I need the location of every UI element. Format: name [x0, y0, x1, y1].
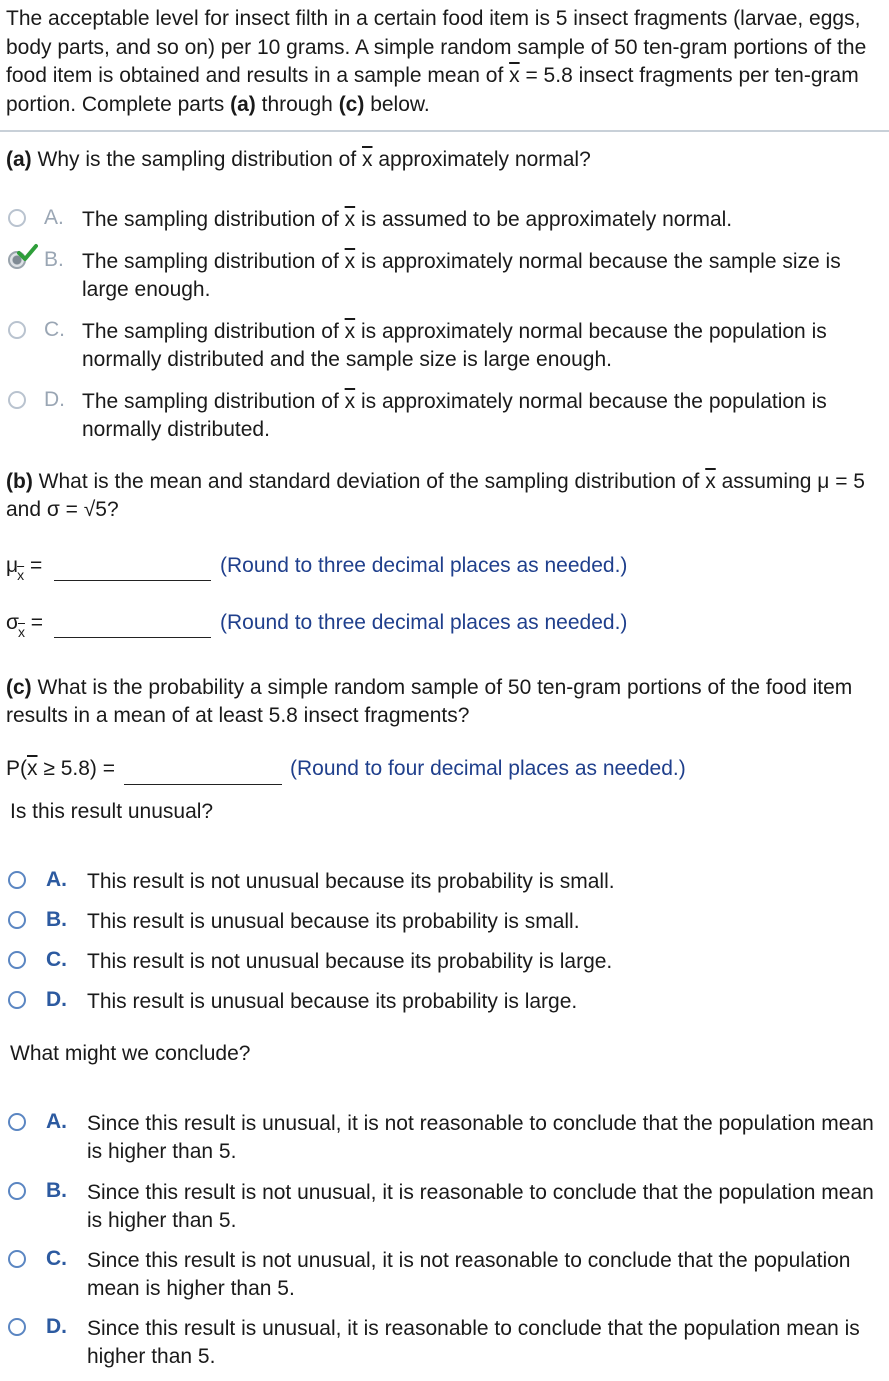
option-text: The sampling distribution of $\overline{x}$ is assumed to be approximately normal.: [82, 208, 733, 231]
radio-icon[interactable]: [8, 911, 26, 929]
mu-xbar-label: $\mu_{\overline{x}}$ =: [6, 554, 43, 583]
part-c-label: (c): [6, 676, 32, 699]
radio-icon[interactable]: [8, 1250, 26, 1268]
mu-symbol: μ: [6, 554, 19, 577]
radio-icon[interactable]: [8, 991, 26, 1009]
option-letter: C.: [46, 948, 67, 971]
radio-icon[interactable]: [8, 1318, 26, 1336]
part-b-question: [6, 468, 882, 524]
option-letter: A.: [46, 1110, 67, 1133]
option-text: Since this result is unusual, it is reasonable to conclude that the population mean is higher than 5.: [87, 1317, 860, 1368]
option-letter: B.: [46, 1179, 67, 1202]
sigma-xbar-answer-field[interactable]: [54, 637, 211, 638]
part-b-label: (b): [6, 470, 33, 493]
option-letter: A.: [46, 868, 67, 891]
option-text: This result is not unusual because its probability is large.: [87, 950, 613, 973]
option-text: This result is unusual because its probability is small.: [87, 910, 580, 933]
radio-icon[interactable]: [8, 209, 26, 227]
section-divider: [0, 130, 889, 132]
conclude-question: What might we conclude?: [10, 1042, 251, 1065]
option-letter: C.: [46, 1247, 67, 1270]
unusual-question: Is this result unusual?: [10, 800, 214, 823]
probability-answer-field[interactable]: [124, 784, 282, 785]
part-c-question-text: What is the probability a simple random sample of 50 ten-gram portions of the food item results in a mean of at least 5.8 insect fragments?: [6, 676, 853, 727]
option-letter: C.: [44, 318, 65, 341]
radio-icon[interactable]: [8, 1182, 26, 1200]
mu-round-hint: (Round to three decimal places as needed.): [220, 554, 628, 577]
option-text: Since this result is not unusual, it is not reasonable to conclude that the population mean is higher than 5.: [87, 1249, 851, 1300]
probability-label: $P(\overline{x} \ge 5.8)$ =: [6, 757, 115, 780]
sigma-xbar-label: $\sigma_{\overline{x}}$ =: [6, 611, 44, 640]
part-a-question-text: Why is the sampling distribution of $\overline{x}$ approximately normal?: [37, 148, 591, 171]
option-letter: A.: [44, 206, 64, 229]
option-text: Since this result is unusual, it is not reasonable to conclude that the population mean is higher than 5.: [87, 1112, 874, 1163]
problem-statement: The acceptable level for insect filth in a certain food item is 5 insect fragments (larvae, eggs, body parts, and so on) per 10 grams. A simple random sample of 50 ten-gram portions of the food item is obtained and results in a sample mean of $\overline{x} = 5.8$ insect fragments per ten-gram portion. Complete parts (a) through (c) below.: [6, 7, 867, 116]
radio-icon[interactable]: [8, 391, 26, 409]
part-b-question-text: What is the mean and standard deviation of the sampling distribution of $\overline{x}$ assuming μ = 5 and σ = √5?: [6, 470, 865, 521]
option-letter: B.: [46, 908, 67, 931]
option-letter: D.: [46, 988, 67, 1011]
mu-xbar-answer-field[interactable]: [54, 580, 211, 581]
part-c-question: [6, 674, 882, 730]
radio-icon[interactable]: [8, 951, 26, 969]
checkmark-icon: [16, 242, 38, 264]
option-text: The sampling distribution of $\overline{x}$ is approximately normal because the population is normally distributed and the sample size is large enough.: [82, 320, 827, 371]
part-a-question: [6, 146, 882, 174]
sigma-symbol: σ: [6, 611, 19, 634]
option-text: This result is not unusual because its probability is small.: [87, 870, 615, 893]
option-text: The sampling distribution of $\overline{x}$ is approximately normal because the sample size is large enough.: [82, 250, 841, 301]
radio-icon[interactable]: [8, 321, 26, 339]
option-letter: D.: [46, 1315, 67, 1338]
option-text: This result is unusual because its probability is large.: [87, 990, 578, 1013]
radio-icon[interactable]: [8, 871, 26, 889]
probability-round-hint: (Round to four decimal places as needed.): [290, 757, 686, 780]
sigma-round-hint: (Round to three decimal places as needed.): [220, 611, 628, 634]
option-text: Since this result is not unusual, it is reasonable to conclude that the population mean is higher than 5.: [87, 1181, 874, 1232]
option-letter: B.: [44, 248, 64, 271]
part-a-label: (a): [6, 148, 32, 171]
option-letter: D.: [44, 388, 65, 411]
option-text: The sampling distribution of $\overline{x}$ is approximately normal because the population is normally distributed.: [82, 390, 827, 441]
radio-icon[interactable]: [8, 1113, 26, 1131]
